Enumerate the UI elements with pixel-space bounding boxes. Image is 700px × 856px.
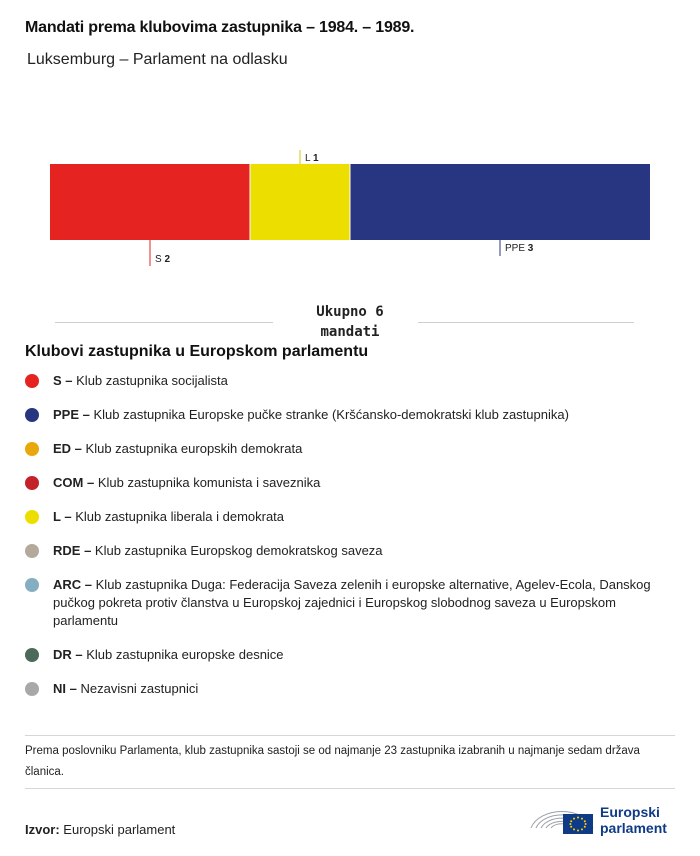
legend-code: PPE [53,407,80,422]
stacked-bar-chart [0,140,700,280]
legend-dot-ppe [25,408,39,422]
bar-segment-ppe [350,164,650,240]
data-label-s: S 2 [155,254,171,265]
divider-top [25,735,675,736]
legend-label: Klub zastupnika Europskog demokratskog saveza [94,543,383,558]
total-rule-left [55,322,273,323]
bar-segment-l [250,164,350,240]
legend-code: ARC [53,577,82,592]
legend-label: Klub zastupnika europske desnice [86,647,284,662]
legend-dot-ni [25,682,39,696]
legend-dot-dr [25,648,39,662]
legend-code: L [53,509,61,524]
total-seats-label: Ukupno 6 mandati [316,304,384,340]
data-label-ppe: PPE 3 [505,243,534,254]
source-value: Europski parlament [63,822,176,837]
chart-title: Mandati prema klubovima zastupnika – 1984. – 1989. [25,19,415,36]
legend-label: Klub zastupnika Europske pučke stranke (Kršćansko-demokratski klub zastupnika) [93,407,569,422]
source-label: Izvor: [25,822,60,837]
legend-label: Klub zastupnika socijalista [76,373,228,388]
legend-dot-l [25,510,39,524]
legend-dot-arc [25,578,39,592]
legend-code: ED [53,441,72,456]
legend-label: Klub zastupnika komunista i saveznika [97,475,321,490]
legend-dot-ed [25,442,39,456]
legend-label: Klub zastupnika Duga: Federacija Saveza zelenih i europske alternative, Agelev-Ecola, Danskog pučkog pokreta protiv članstva u Europskoj zajednici i Europskog slobodnog saveza u Europskom parlamentu [53,577,651,628]
legend-dot-rde [25,544,39,558]
legend-label: Klub zastupnika europskih demokrata [85,441,303,456]
legend-label: Klub zastupnika liberala i demokrata [75,509,285,524]
legend-label: Nezavisni zastupnici [80,681,199,696]
total-rule-right [418,322,634,323]
legend-code: COM [53,475,84,490]
divider-bottom [25,788,675,789]
bar-segment-s [50,164,250,240]
legend-code: S [53,373,62,388]
footnote: Prema poslovniku Parlamenta, klub zastupnika sastoji se od najmanje 23 zastupnika izabranih u najmanje sedam država članica. [25,745,640,778]
legend-dot-s [25,374,39,388]
legend-code: RDE [53,543,81,558]
source-line [25,822,175,837]
data-label-l: L 1 [305,153,319,164]
legend-code: NI [53,681,66,696]
legend-code: DR [53,647,72,662]
legend-title: Klubovi zastupnika u Europskom parlamentu [25,343,369,360]
logo-wordmark: Europski parlament [600,804,667,836]
legend-dot-com [25,476,39,490]
chart-subtitle: Luksemburg – Parlament na odlasku [27,51,288,68]
